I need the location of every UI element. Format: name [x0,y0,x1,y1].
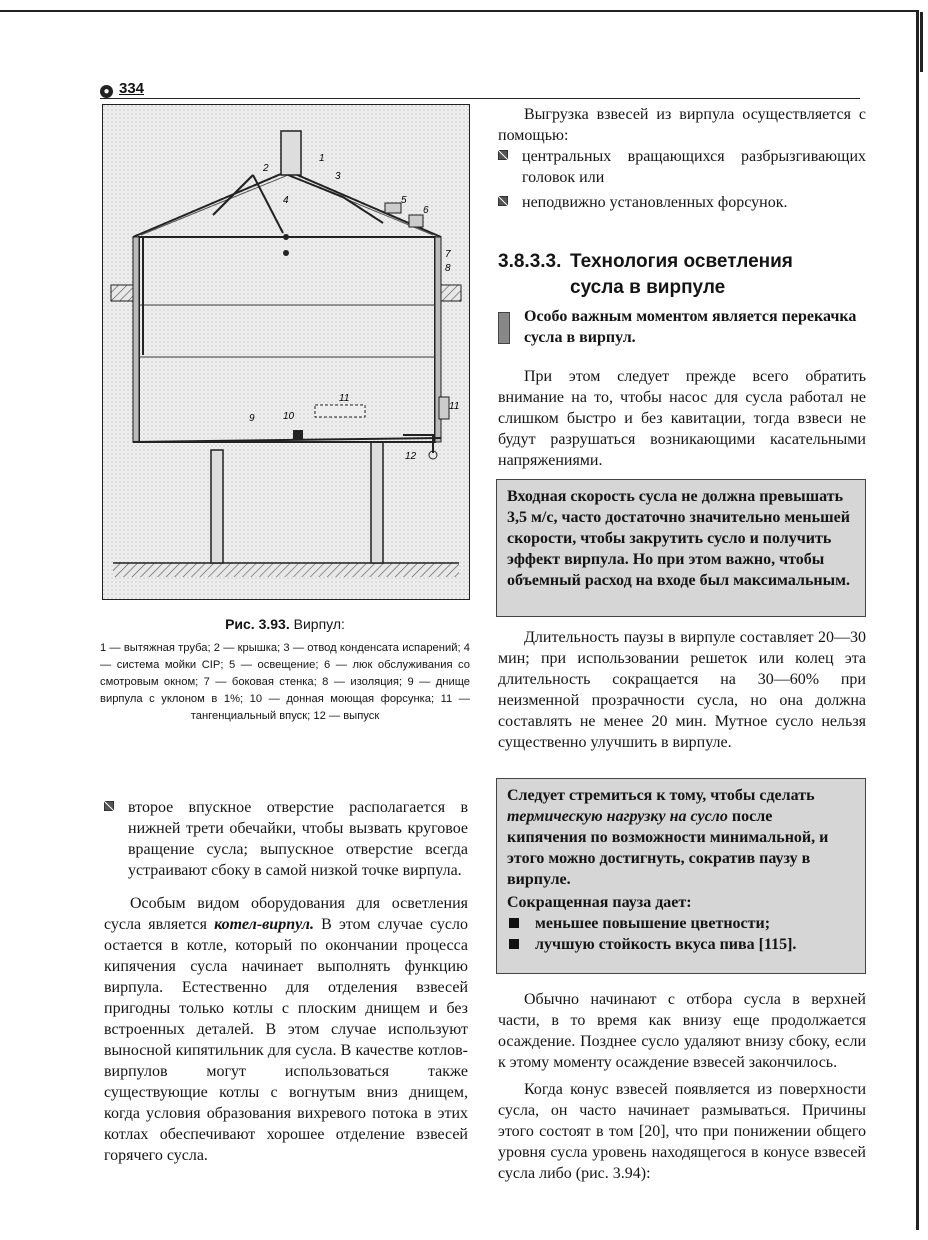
figure-callout: 3 [335,171,341,182]
figure-callout: 6 [423,205,429,216]
paragraph: Длительность паузы в вирпуле составляет 20—30 мин; при использовании решеток или колец эта длительность сокращается на 30—60% при неизменной прозрачности сусла, но она должна составлять не менее 20 мин. Мутное сусло нельзя существенно улучшить в вирпуле. [498,629,866,751]
emphasis-text: Особо важным моментом является перекачка сусла в вирпул. [524,308,857,346]
paragraph: При этом следует прежде всего обратить внимание на то, чтобы насос для сусла работал не слишком быстро и без кавитации, тогда взвеси не будут разрушаться возникающими касательными напряжениями. [498,368,866,469]
box-list-text: меньшее повышение цветности; [535,915,771,932]
list-item [498,146,866,188]
figure-callout: 4 [283,195,289,206]
list-item-text: центральных вращающихся разбрызгивающих головок или [522,148,866,186]
box-text-part: после кипячения по возможности минимальной, и этого можно достигнуть, сократив паузу в вирпуле. [507,808,829,888]
list-item [104,797,468,881]
figure-callout: 12 [405,451,417,462]
box-list-text: лучшую стойкость вкуса пива [115]. [535,936,797,953]
figure-callout: 11 [339,393,350,404]
paragraph: Выгрузка взвесей из вирпула осуществляется с помощью: [498,106,866,144]
figure-callout: 5 [401,195,407,206]
page-number: 334 [119,80,145,97]
section-number: 3.8.3.3. [498,251,562,272]
bullet-square-icon [509,918,519,928]
list-item-text: неподвижно установленных форсунок. [522,194,788,211]
section-heading [498,249,868,301]
box-text [507,785,855,890]
page-frame-tick [910,12,923,72]
emphasis-note [498,306,868,348]
caption-title [100,616,470,632]
paragraph [104,893,468,1166]
left-column [104,797,468,1166]
page-frame-top [0,10,918,12]
list-item [498,192,866,213]
paragraph: Когда конус взвесей появляется из поверхности сусла, он часто начинает размываться. Причины этого состоят в том [20], что при понижении общего уровня сусла уровень находящегося в конусе взвесей сусла либо (рис. 3.94): [498,1081,866,1182]
caption-text: Вирпул: [293,616,345,632]
section-title-line1: Технология осветления [570,251,793,272]
figure-callout: 9 [249,413,255,424]
figure-caption [100,616,470,725]
paragraph-term: котел-вирпул. [214,916,314,933]
page-frame-right [916,10,919,1230]
highlight-box-1 [496,479,866,617]
list-item-text: второе впускное отверстие располагается в нижней трети обечайки, чтобы вызвать круговое вращение сусла; выпускное отверстие всегда устраивают сбоку в самой низкой точке вирпула. [128,799,468,879]
paragraph-text: В этом случае сусло остается в котле, который по окончании процесса кипячения сусла начинает выполнять функцию вирпула. Естественно для отделения взвесей пригодны только котлы с плоским днищем и без встроенных деталей. В этом случае используют выносной кипятильник для сусла. В качестве котлов-вирпулов могут использоваться также существующие котлы с вогнутым вниз днищем, когда условия образования вихревого потока в этих котлах обеспечивают хорошее отделение взвесей горячего сусла. [104,916,469,1164]
paragraph-text: Особым видом оборудования для осветления сусла является [104,895,468,933]
right-column-top [498,104,866,213]
caption-legend: 1 — вытяжная труба; 2 — крышка; 3 — отвод конденсата испарений; 4 — система мойки CIP; 5 — освещение; 6 — люк обслуживания со смотровым окном; 7 — боковая стенка; 8 — изоляция; 9 — днище вирпула с уклоном в 1%; 10 — донная моющая форсунка; 11 — тангенциальный впуск; 12 — выпуск [100,642,470,722]
whirlpool-drawing [103,105,469,599]
box-subhead: Сокращенная пауза дает: [507,894,692,911]
caption-label: Рис. 3.93. [225,616,290,632]
box-list-item [507,913,855,934]
whirlpool-figure [102,104,470,600]
right-paragraph-1 [498,366,866,471]
section-title-line2: сусла в вирпуле [570,277,726,298]
note-bar-icon [498,312,510,344]
chapter-marker-icon: ● [100,85,113,98]
highlight-box-2 [496,778,866,974]
figure-callout: 8 [445,263,451,274]
bullet-square-icon [509,939,519,949]
box-list-item [507,934,855,955]
right-paragraph-2 [498,627,866,753]
right-column-bottom [498,989,866,1184]
figure-callout: 7 [445,249,451,260]
figure-callout: 11 [449,401,460,412]
page-header [100,80,860,99]
box-term: термическую нагрузку на сусло [507,808,728,825]
figure-callout: 1 [319,153,325,164]
figure-callout: 10 [283,411,295,422]
bullet-square-icon [104,801,114,811]
box-text: Входная скорость сусла не должна превышать 3,5 м/с, часто достаточно значительно меньшей скорости, чтобы закрутить сусло и получить эффект вирпула. Но при этом важно, чтобы объемный расход на входе был максимальным. [507,488,851,589]
box-text-part: Следует стремиться к тому, чтобы сделать [507,787,815,804]
bullet-square-icon [498,150,508,160]
paragraph: Обычно начинают с отбора сусла в верхней части, в то время как внизу еще продолжается осаждение. Позднее сусло удаляют внизу сбоку, если к этому моменту осаждение взвесей закончилось. [498,991,866,1071]
bullet-square-icon [498,196,508,206]
figure-callout: 2 [263,163,269,174]
